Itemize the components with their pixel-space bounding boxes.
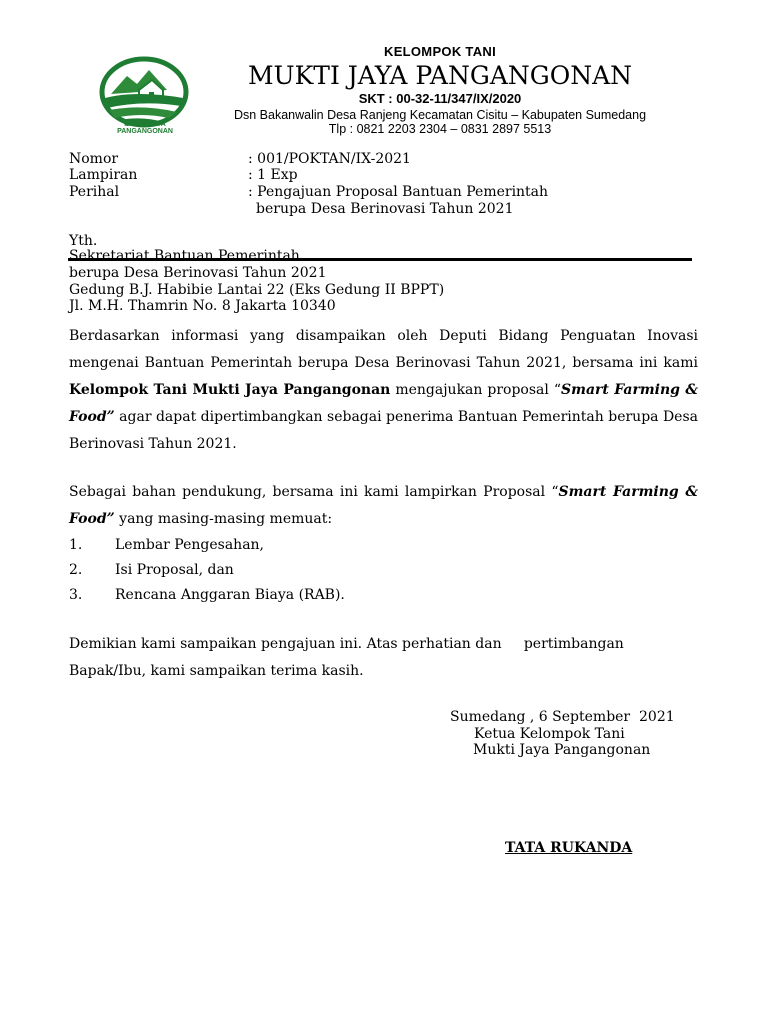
- recipient-line-1: Sekretariat Bantuan Pemerintah: [69, 248, 300, 264]
- perihal-value-1: : Pengajuan Proposal Bantuan Pemerintah: [248, 184, 549, 200]
- overlay-rule: [68, 258, 692, 261]
- closing-line-2: Bapak/Ibu, kami sampaikan terima kasih.: [69, 663, 364, 679]
- lampiran-label: Lampiran: [69, 167, 138, 183]
- perihal-label: Perihal: [69, 184, 120, 200]
- p1-org-name: Kelompok Tani Mukti Jaya Pangangonan: [69, 382, 391, 398]
- skt-number: SKT : 00-32-11/347/IX/2020: [358, 91, 522, 106]
- p2-text-a: Sebagai bahan pendukung, bersama ini kami lampirkan Proposal “: [69, 484, 559, 500]
- p1-proposal-title: Smart Farming & Food”: [69, 382, 699, 425]
- p2-text-b: yang masing-masing memuat:: [114, 511, 333, 527]
- p1-text-b: mengajukan proposal “: [390, 382, 562, 398]
- list-item-number: 2.: [69, 562, 83, 578]
- signature-place-date: Sumedang , 6 September 2021: [450, 709, 675, 725]
- lampiran-value: : 1 Exp: [248, 167, 298, 183]
- closing-line-1: Demikian kami sampaikan pengajuan ini. Atas perhatian dan pertimbangan: [69, 636, 624, 652]
- nomor-label: Nomor: [69, 151, 119, 167]
- body-paragraph-2: [69, 479, 698, 533]
- org-address: Dsn Bakanwalin Desa Ranjeng Kecamatan Cisitu – Kabupaten Sumedang: [233, 108, 647, 122]
- letterhead: [220, 44, 660, 136]
- signature-org: Mukti Jaya Pangangonan: [473, 742, 651, 758]
- list-item-text: Lembar Pengesahan,: [115, 537, 265, 553]
- signature-role: Ketua Kelompok Tani: [474, 726, 625, 742]
- p1-text-a: Berdasarkan informasi yang disampaikan oleh Deputi Bidang Penguatan Inovasi mengenai Bantuan Pemerintah berupa Desa Berinovasi Tahun 2021, bersama ini kami: [69, 328, 698, 371]
- perihal-value-2: berupa Desa Berinovasi Tahun 2021: [256, 201, 514, 217]
- recipient-line-3: Gedung B.J. Habibie Lantai 22 (Eks Gedung II BPPT): [69, 282, 445, 298]
- recipient-line-4: Jl. M.H. Thamrin No. 8 Jakarta 10340: [69, 298, 336, 314]
- logo-caption: MUKTI JAYA PANGANGONAN: [117, 121, 173, 135]
- list-item-number: 3.: [69, 587, 83, 603]
- nomor-value: : 001/POKTAN/IX-2021: [248, 151, 411, 167]
- list-item-text: Isi Proposal, dan: [115, 562, 234, 578]
- list-item-number: 1.: [69, 537, 83, 553]
- body-paragraph-1: [69, 323, 698, 458]
- recipient-yth: Yth.: [69, 233, 98, 249]
- org-name: MUKTI JAYA PANGANGONAN: [247, 61, 633, 90]
- org-type: KELOMPOK TANI: [384, 44, 496, 59]
- recipient-line-2: berupa Desa Berinovasi Tahun 2021: [69, 265, 327, 281]
- org-phone: Tlp : 0821 2203 2304 – 0831 2897 5513: [328, 122, 552, 136]
- list-item-text: Rencana Anggaran Biaya (RAB).: [115, 587, 345, 603]
- signatory-name: TATA RUKANDA: [505, 840, 633, 856]
- p1-text-c: agar dapat dipertimbangkan sebagai penerima Bantuan Pemerintah berupa Desa Berinovasi Tahun 2021.: [69, 409, 698, 452]
- p2-proposal-title: Smart Farming & Food”: [69, 484, 698, 527]
